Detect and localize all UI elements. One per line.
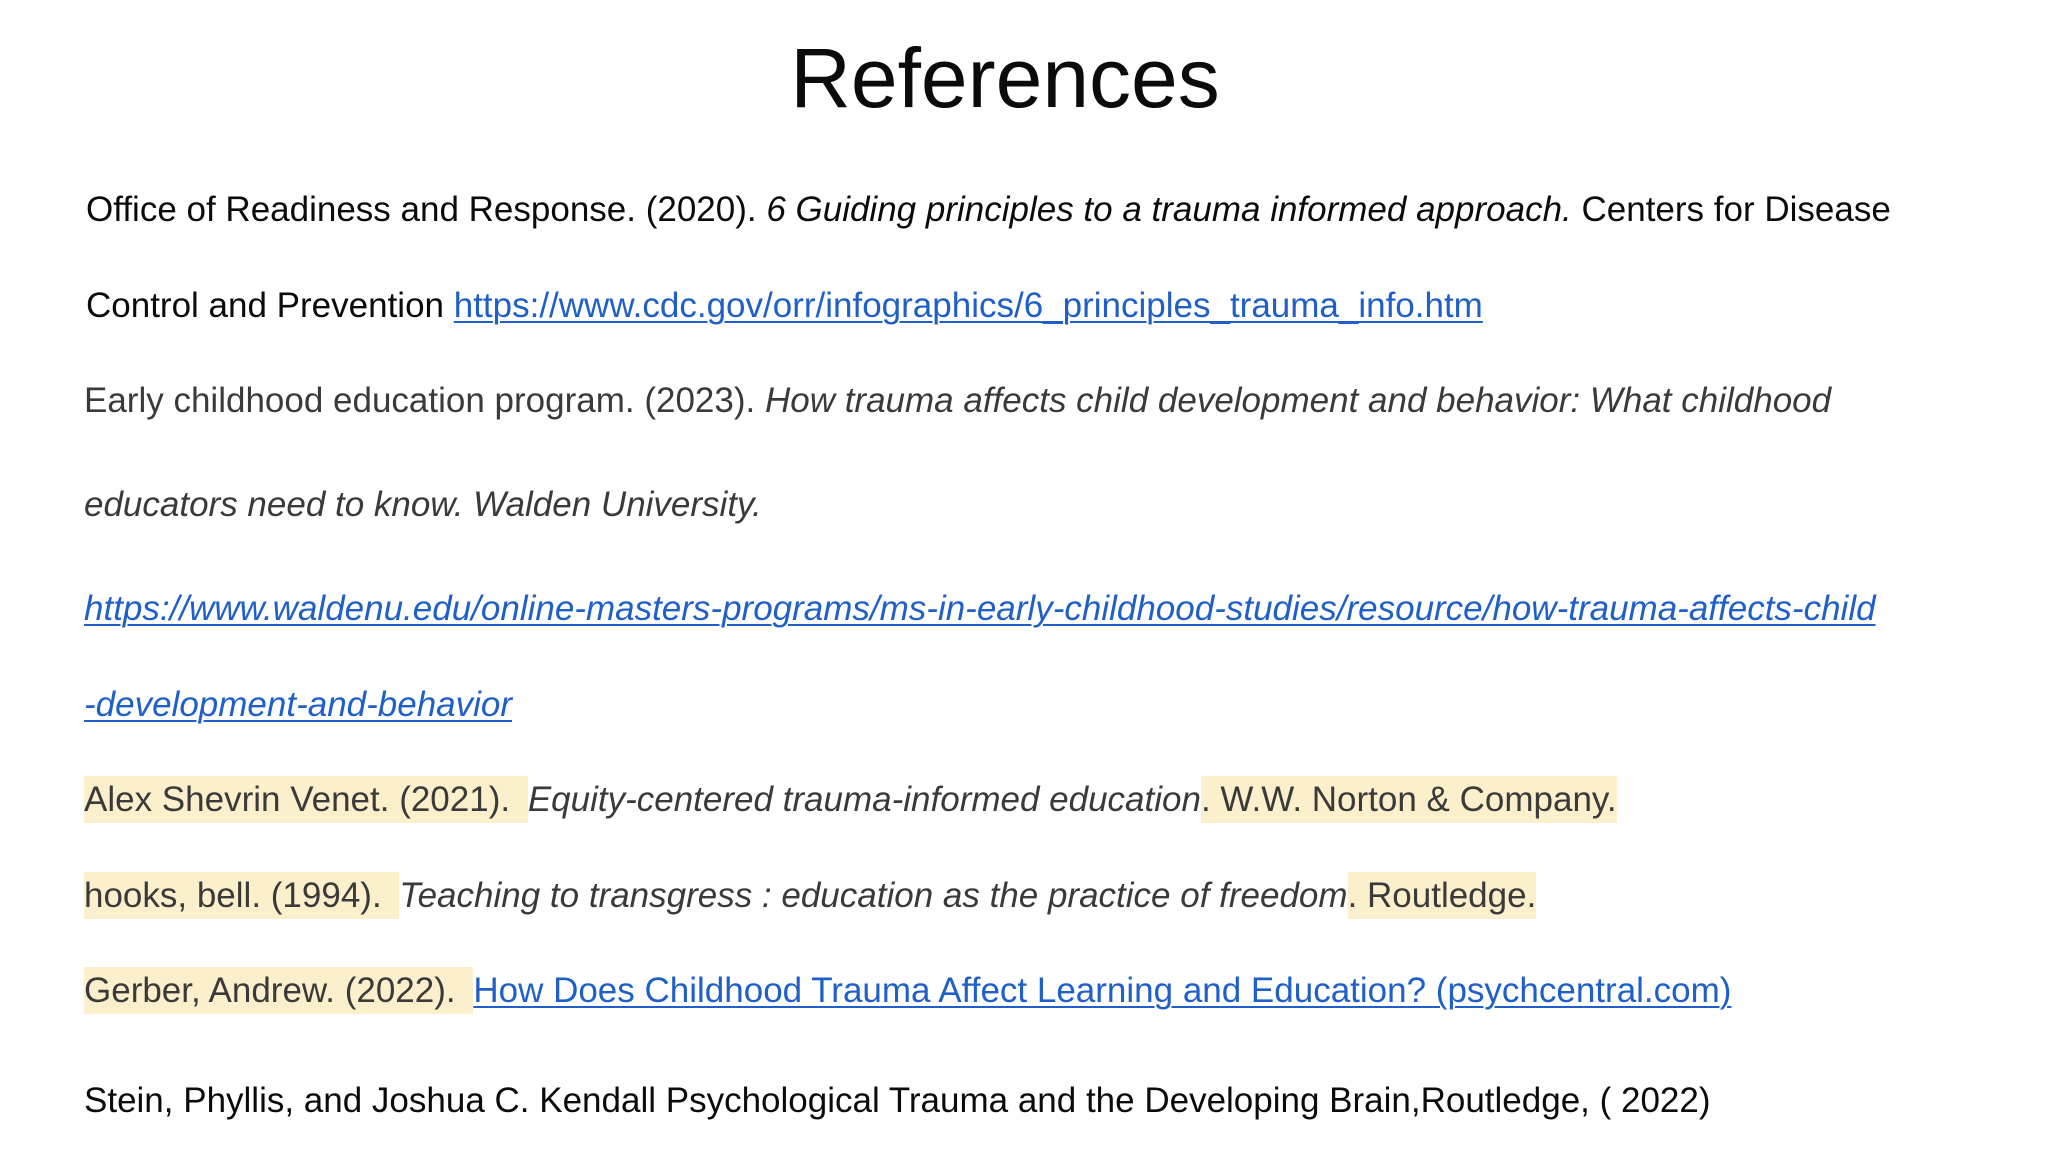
reference-1-author-year: Office of Readiness and Response. (2020). [86, 190, 767, 229]
reference-3-publisher: . W.W. Norton & Company. [1201, 776, 1617, 823]
reference-3-title: Equity-centered trauma-informed education [527, 780, 1201, 819]
reference-3 [84, 776, 1617, 824]
reference-3-author-year: Alex Shevrin Venet. (2021). [84, 776, 528, 823]
reference-4-author-year: hooks, bell. (1994). [84, 872, 399, 919]
reference-1-publisher: Centers for Disease [1571, 190, 1891, 229]
reference-2-line-1 [84, 377, 1831, 425]
reference-1-line-2 [86, 282, 1483, 330]
reference-2-link-line-1 [84, 585, 1876, 633]
reference-6: Stein, Phyllis, and Joshua C. Kendall Psychological Trauma and the Developing Brain,Routledge, ( 2022) [84, 1081, 1711, 1120]
reference-1-publisher-continued: Control and Prevention [86, 286, 454, 325]
reference-4-publisher: . Routledge. [1348, 872, 1537, 919]
reference-5-link[interactable]: How Does Childhood Trauma Affect Learning and Education? (psychcentral.com) [473, 971, 1732, 1010]
reference-5-author-year: Gerber, Andrew. (2022). [84, 967, 473, 1014]
reference-4-title: Teaching to transgress : education as the practice of freedom [399, 876, 1348, 915]
reference-2-link-continued[interactable]: -development-and-behavior [84, 685, 513, 724]
reference-2-link[interactable]: https://www.waldenu.edu/online-masters-programs/ms-in-early-childhood-studies/resource/how-trauma-affects-child [84, 589, 1876, 628]
reference-1-title: 6 Guiding principles to a trauma informed approach. [766, 190, 1572, 229]
page-title: References [790, 31, 1220, 125]
reference-4 [84, 872, 1536, 920]
reference-1-line-1 [86, 186, 1891, 234]
reference-5 [84, 967, 1731, 1015]
reference-2-link-line-2 [84, 681, 512, 729]
reference-2-author-year: Early childhood education program. (2023). [84, 381, 765, 420]
reference-1-link[interactable]: https://www.cdc.gov/orr/infographics/6_principles_trauma_info.htm [453, 286, 1483, 325]
reference-2-title: How trauma affects child development and behavior: What childhood [764, 381, 1832, 420]
reference-2-line-2: educators need to know. Walden University. [84, 485, 762, 524]
